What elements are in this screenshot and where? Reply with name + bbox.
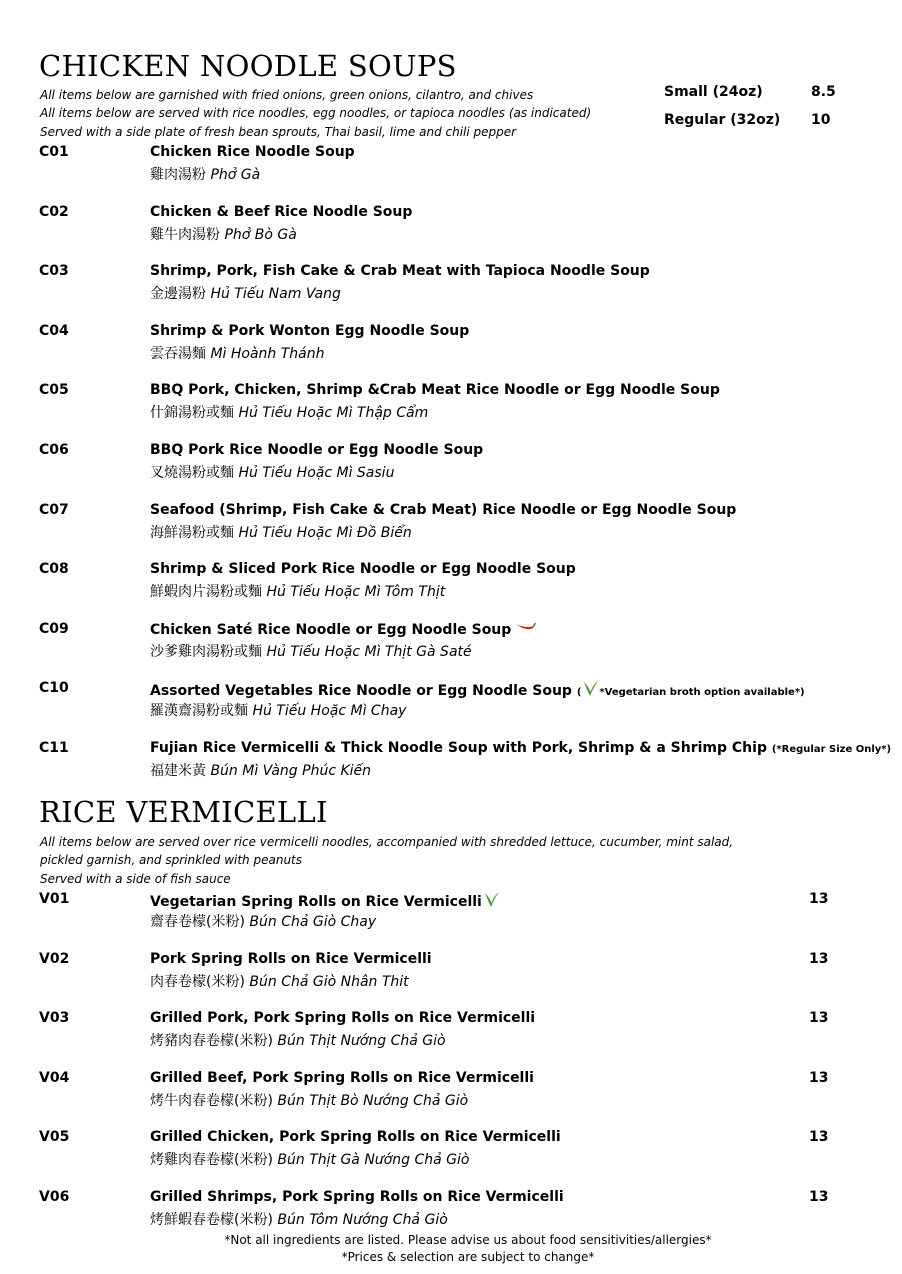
item-code: C05 — [39, 382, 69, 398]
item-vietnamese-name: Hủ Tiếu Hoặc Mì Thịt Gà Saté — [266, 644, 472, 660]
item-code: C11 — [39, 740, 69, 756]
item-code: V05 — [39, 1129, 70, 1145]
section-title-rice-vermicelli: RICE VERMICELLI — [39, 795, 328, 829]
item-vietnamese-name: Bún Chả Giò Chay — [249, 914, 377, 930]
item-vietnamese-name: Hủ Tiếu Nam Vang — [210, 286, 341, 302]
item-chinese-name: 烤鮮蝦春卷檬(米粉) — [150, 1212, 273, 1228]
item-name: Fujian Rice Vermicelli & Thick Noodle Soup with Pork, Shrimp & a Shrimp Chip — [150, 740, 767, 756]
menu-item-v02 — [39, 951, 869, 995]
section-note: All items below are served over rice vermicelli noodles, accompanied with shredded lettuce, cucumber, mint salad, — [40, 835, 734, 849]
item-code: V04 — [39, 1070, 70, 1086]
footer-price-note: *Prices & selection are subject to change* — [341, 1250, 595, 1264]
item-name: Grilled Shrimps, Pork Spring Rolls on Rice Vermicelli — [150, 1189, 564, 1205]
item-chinese-name: 烤豬肉春卷檬(米粉) — [150, 1033, 273, 1049]
item-name: BBQ Pork Rice Noodle or Egg Noodle Soup — [150, 442, 484, 458]
item-vietnamese-name: Hủ Tiếu Hoặc Mì Đồ Biển — [238, 525, 412, 541]
item-chinese-name: 沙爹雞肉湯粉或麵 — [150, 644, 262, 660]
item-price: 13 — [809, 1129, 829, 1145]
item-code: C02 — [39, 204, 69, 220]
item-price: 13 — [809, 1010, 829, 1026]
item-name: Shrimp, Pork, Fish Cake & Crab Meat with Tapioca Noodle Soup — [150, 263, 650, 279]
item-name: Pork Spring Rolls on Rice Vermicelli — [150, 951, 432, 967]
item-name: Shrimp & Pork Wonton Egg Noodle Soup — [150, 323, 470, 339]
item-chinese-name: 羅漢齋湯粉或麵 — [150, 703, 248, 719]
item-name: Vegetarian Spring Rolls on Rice Vermicelli — [150, 894, 482, 910]
menu-item-c08 — [39, 561, 869, 605]
item-note: (*Regular Size Only*) — [771, 744, 892, 755]
item-chinese-name: 烤牛肉春卷檬(米粉) — [150, 1093, 273, 1109]
item-vietnamese-name: Bún Chả Giò Nhân Thit — [249, 974, 409, 990]
item-price: 13 — [809, 1070, 829, 1086]
item-chinese-name: 金邊湯粉 — [150, 286, 206, 302]
menu-item-v05 — [39, 1129, 869, 1173]
menu-item-c03 — [39, 263, 869, 307]
item-name: Seafood (Shrimp, Fish Cake & Crab Meat) Rice Noodle or Egg Noodle Soup — [150, 502, 737, 518]
footer-allergy-note: *Not all ingredients are listed. Please advise us about food sensitivities/allergies* — [224, 1233, 712, 1247]
item-name: Shrimp & Sliced Pork Rice Noodle or Egg Noodle Soup — [150, 561, 576, 577]
item-price: 13 — [809, 951, 829, 967]
item-price: 13 — [809, 891, 829, 907]
item-name: Chicken Saté Rice Noodle or Egg Noodle Soup — [150, 622, 512, 638]
item-vietnamese-name: Bún Thịt Gà Nướng Chả Giò — [277, 1152, 470, 1168]
size-price: 10 — [811, 112, 831, 128]
menu-item-v03 — [39, 1010, 869, 1054]
item-vietnamese-name: Bún Thịt Bò Nướng Chả Giò — [277, 1093, 469, 1109]
vegetarian-leaf-icon — [484, 891, 500, 912]
menu-item-c06 — [39, 442, 869, 486]
item-chinese-name: 雞肉湯粉 — [150, 167, 206, 183]
item-name: Grilled Pork, Pork Spring Rolls on Rice Vermicelli — [150, 1010, 536, 1026]
item-chinese-name: 海鮮湯粉或麵 — [150, 525, 234, 541]
section-note: Served with a side of fish sauce — [40, 872, 231, 886]
vegetarian-leaf-icon — [583, 680, 599, 701]
menu-item-c11 — [39, 740, 892, 784]
menu-item-c01 — [39, 144, 869, 188]
item-code: C01 — [39, 144, 69, 160]
menu-item-c10 — [39, 680, 869, 724]
menu-item-c02 — [39, 204, 869, 248]
item-name: BBQ Pork, Chicken, Shrimp &Crab Meat Rice Noodle or Egg Noodle Soup — [150, 382, 720, 398]
item-code: C07 — [39, 502, 69, 518]
item-vietnamese-name: Bún Tôm Nướng Chả Giò — [277, 1212, 448, 1228]
item-code: C06 — [39, 442, 69, 458]
item-chinese-name: 什錦湯粉或麵 — [150, 405, 234, 421]
item-chinese-name: 肉春卷檬(米粉) — [150, 974, 245, 990]
section-note: All items below are garnished with fried onions, green onions, cilantro, and chives — [40, 88, 534, 102]
item-code: C03 — [39, 263, 69, 279]
item-name: Grilled Beef, Pork Spring Rolls on Rice Vermicelli — [150, 1070, 534, 1086]
item-chinese-name: 福建米黃 — [150, 763, 206, 779]
item-code: V02 — [39, 951, 70, 967]
item-vietnamese-name: Phở Bò Gà — [224, 227, 297, 243]
item-note: *Vegetarian broth option available*) — [599, 687, 805, 698]
size-price: 8.5 — [811, 84, 836, 100]
item-vietnamese-name: Phở Gà — [210, 167, 261, 183]
section-note: All items below are served with rice noodles, egg noodles, or tapioca noodles (as indicated) — [40, 106, 592, 120]
item-name: Grilled Chicken, Pork Spring Rolls on Rice Vermicelli — [150, 1129, 561, 1145]
item-vietnamese-name: Mì Hoành Thánh — [210, 346, 325, 362]
item-vietnamese-name: Hủ Tiếu Hoặc Mì Chay — [252, 703, 407, 719]
item-code: V03 — [39, 1010, 70, 1026]
menu-item-c07 — [39, 502, 869, 546]
item-vietnamese-name: Bún Mì Vàng Phúc Kiến — [210, 763, 372, 779]
item-chinese-name: 雞牛肉湯粉 — [150, 227, 220, 243]
size-label: Regular (32oz) — [664, 112, 781, 128]
menu-item-c09 — [39, 621, 869, 665]
item-vietnamese-name: Hủ Tiếu Hoặc Mì Tôm Thịt — [266, 584, 446, 600]
item-chinese-name: 鮮蝦肉片湯粉或麵 — [150, 584, 262, 600]
item-code: V01 — [39, 891, 70, 907]
item-code: C09 — [39, 621, 69, 637]
item-chinese-name: 齋春卷檬(米粉) — [150, 914, 245, 930]
item-chinese-name: 叉燒湯粉或麵 — [150, 465, 234, 481]
item-code: C10 — [39, 680, 69, 696]
section-title-chicken-noodle-soups: CHICKEN NOODLE SOUPS — [39, 49, 457, 83]
item-vietnamese-name: Hủ Tiếu Hoặc Mì Thập Cẩm — [238, 405, 429, 421]
chili-pepper-icon — [514, 621, 536, 639]
item-chinese-name: 雲吞湯麵 — [150, 346, 206, 362]
item-name: Chicken Rice Noodle Soup — [150, 144, 355, 160]
item-code: C04 — [39, 323, 69, 339]
item-name: Assorted Vegetables Rice Noodle or Egg Noodle Soup — [150, 683, 572, 699]
menu-item-v01 — [39, 891, 869, 935]
section-note: Served with a side plate of fresh bean sprouts, Thai basil, lime and chili pepper — [40, 125, 517, 139]
item-chinese-name: 烤雞肉春卷檬(米粉) — [150, 1152, 273, 1168]
item-vietnamese-name: Bún Thịt Nướng Chả Giò — [277, 1033, 446, 1049]
menu-item-v06 — [39, 1189, 869, 1233]
item-price: 13 — [809, 1189, 829, 1205]
menu-item-c05 — [39, 382, 869, 426]
item-note-open: ( — [576, 687, 582, 698]
section-note: pickled garnish, and sprinkled with peanuts — [40, 853, 303, 867]
item-code: C08 — [39, 561, 69, 577]
size-label: Small (24oz) — [664, 84, 763, 100]
item-vietnamese-name: Hủ Tiếu Hoặc Mì Sasiu — [238, 465, 395, 481]
menu-item-c04 — [39, 323, 869, 367]
item-name: Chicken & Beef Rice Noodle Soup — [150, 204, 413, 220]
item-code: V06 — [39, 1189, 70, 1205]
menu-item-v04 — [39, 1070, 869, 1114]
